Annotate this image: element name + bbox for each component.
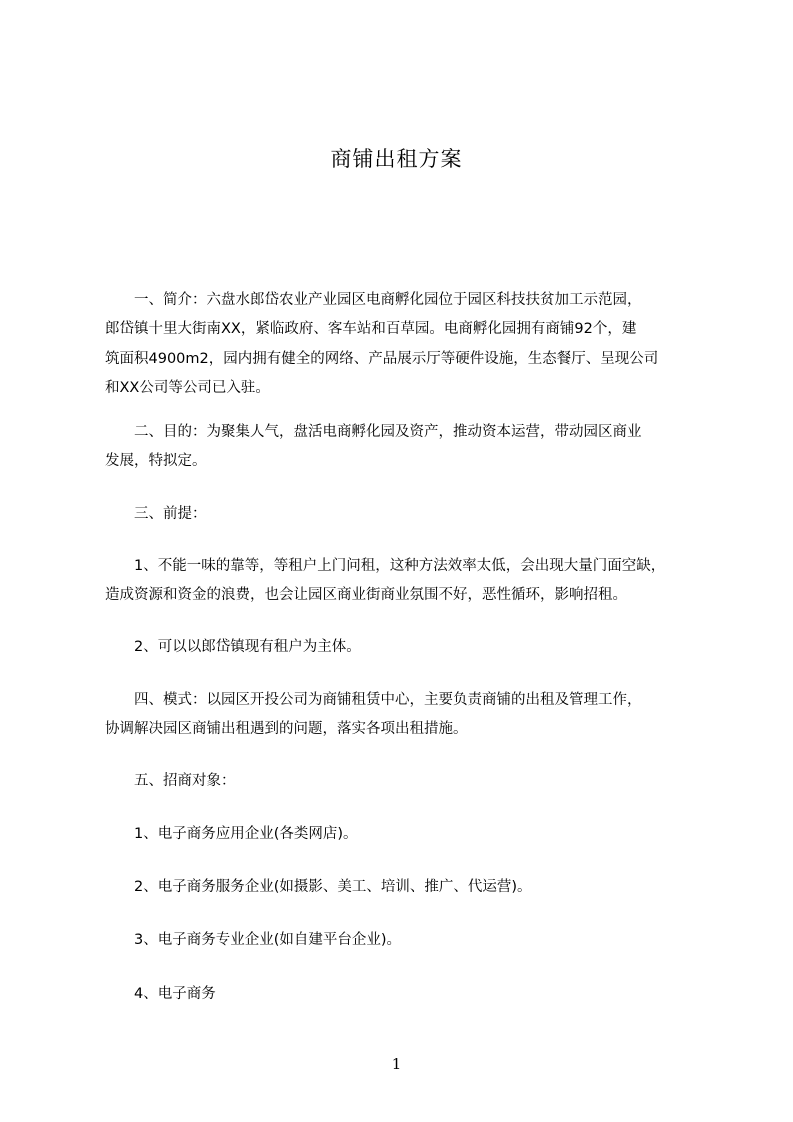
paragraph-target-1	[105, 820, 695, 849]
text-line: 一、简介：六盘水郎岱农业产业园区电商孵化园位于园区科技扶贫加工示范园，	[105, 292, 642, 308]
page-number: 1	[391, 1055, 402, 1073]
text-line: 二、目的：为聚集人气，盘活电商孵化园及资产，推动资本运营，带动园区商业	[105, 424, 642, 440]
text-line: 郎岱镇十里大街南XX，紧临政府、客车站和百草园。电商孵化园拥有商铺92个，建	[105, 321, 637, 338]
paragraph-purpose	[105, 418, 695, 477]
paragraph-target-4	[105, 980, 695, 1009]
text-line: 和XX公司等公司已入驻。	[105, 379, 270, 396]
paragraph-intro	[105, 286, 695, 403]
text-line: 4、电子商务	[105, 986, 216, 1002]
premise-heading	[105, 500, 695, 529]
document-title: 商铺出租方案	[330, 147, 463, 171]
target-heading	[105, 767, 695, 796]
text-line: 2、电子商务服务企业(如摄影、美工、培训、推广、代运营)。	[105, 879, 532, 895]
paragraph-target-2	[105, 873, 695, 902]
text-line: 2、可以以郎岱镇现有租户为主体。	[105, 639, 361, 655]
text-line: 1、不能一味的靠等，等租户上门问租，这种方法效率太低，会出现大量门面空缺，	[105, 558, 666, 574]
paragraph-mode	[105, 686, 695, 745]
text-line: 造成资源和资金的浪费，也会让园区商业街商业氛围不好，恶性循环，影响招租。	[105, 587, 627, 604]
text-line: 筑面积4900m2，园内拥有健全的网络、产品展示厅等硬件设施，生态餐厅、呈现公司	[105, 350, 659, 367]
text-line: 协调解决园区商铺出租遇到的问题，落实各项出租措施。	[105, 721, 468, 738]
paragraph-premise-2	[105, 633, 695, 662]
paragraph-premise-1	[105, 552, 695, 611]
text-line: 四、模式：以园区开投公司为商铺租赁中心，主要负责商铺的出租及管理工作，	[105, 692, 642, 708]
text-line: 1、电子商务应用企业(各类网店)。	[105, 826, 358, 842]
text-line: 3、电子商务专业企业(如自建平台企业)。	[105, 932, 402, 948]
paragraph-target-3	[105, 926, 695, 955]
text-line: 五、招商对象：	[105, 773, 236, 789]
text-line: 三、前提：	[105, 506, 207, 522]
text-line: 发展，特拟定。	[105, 453, 207, 470]
